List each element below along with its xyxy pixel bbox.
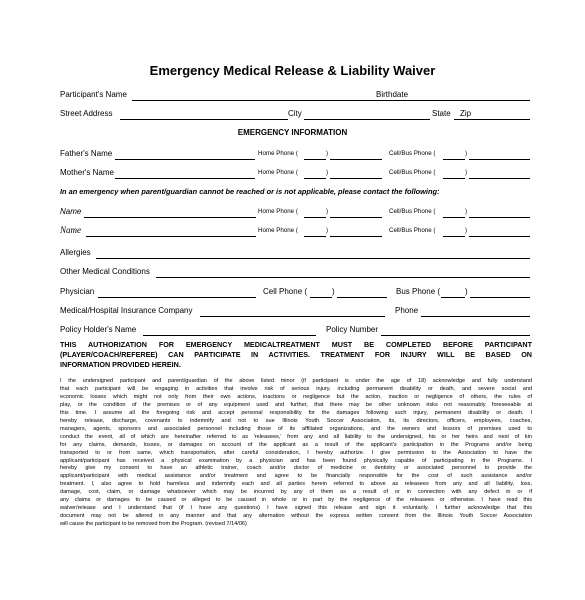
state-label: State: [432, 109, 451, 118]
contact2-home-phone-field[interactable]: [330, 236, 382, 237]
waiver-line: treatment. I, also agree to hold harmless and indemnify each and all parties herein referred to above as releasees from any and all liability, loss,: [60, 481, 532, 488]
waiver-line: conduct the event, all of which are hereinafter referred to as 'releasees,' from any and all liability to the undersigned, his or her heirs and next of kin: [60, 433, 532, 440]
father-home-phone-label: Home Phone (: [258, 150, 298, 157]
contact2-home-area-code[interactable]: [304, 236, 326, 237]
other-conditions-field[interactable]: [156, 277, 530, 278]
waiver-paragraph: [60, 378, 532, 529]
paren-close: ): [326, 169, 329, 176]
zip-label: Zip: [460, 109, 472, 118]
insurance-row: [60, 306, 530, 318]
physician-bus-phone-field[interactable]: [470, 297, 530, 298]
emergency-contact-note: In an emergency when parent/guardian cannot be reached or is not applicable, please contact the following:: [60, 187, 440, 196]
city-label: City: [288, 109, 302, 118]
policy-holder-field[interactable]: [143, 335, 316, 336]
physician-row: [60, 287, 530, 299]
contact1-name-label: Name: [60, 207, 82, 216]
paren-close: ): [465, 169, 468, 176]
mother-cell-phone-label: Cell/Bus Phone (: [389, 169, 436, 176]
paren-close: ): [465, 227, 468, 234]
allergies-field[interactable]: [96, 258, 530, 259]
waiver-line: document may not be altered in any manner and that any alternation without the express written consent from the Illinois Youth Soccer Association: [60, 513, 532, 520]
contact1-home-area-code[interactable]: [304, 217, 326, 218]
contact1-home-phone-label: Home Phone (: [258, 208, 298, 215]
policy-number-label: Policy Number: [326, 325, 379, 334]
waiver-line: economic losses which might not only from their own actions, inactions or negligence but the action, inaction or negligence of others, the rules of: [60, 393, 532, 400]
contact2-cell-area-code[interactable]: [443, 236, 465, 237]
authorization-line: INFORMATION PROVIDED HEREIN.: [60, 360, 181, 370]
insurance-phone-field[interactable]: [421, 316, 530, 317]
father-home-area-code[interactable]: [304, 159, 326, 160]
policy-row: [60, 325, 530, 337]
waiver-line: waiver/release and I understand that (if I have any questions) I have signed this release and sign it voluntarily. I further acknowledge that this: [60, 505, 532, 512]
contact1-cell-area-code[interactable]: [443, 217, 465, 218]
zip-field[interactable]: [472, 119, 530, 120]
waiver-line: that each participant will be engaging in activities that involve risk of serious injury, including permanent disability or death, and severe social and: [60, 385, 532, 392]
birthdate-label: Birthdate: [376, 90, 409, 99]
waiver-line: play, or the condition of the premises or of any equipment used and further, that there may be other unknown risks not reasonably foreseeable at: [60, 401, 532, 408]
waiver-line: managers, agents, sponsors and associated personnel including those of its affiliated organizations, and the owners and lessors of premises used to: [60, 425, 532, 432]
mother-home-phone-field[interactable]: [330, 178, 382, 179]
contact1-name-field[interactable]: [84, 217, 256, 218]
paren-close: ): [465, 150, 468, 157]
physician-bus-phone-label: Bus Phone (: [396, 287, 441, 296]
contact1-row: [60, 207, 530, 219]
waiver-line: transported to or from same, which transportation, after careful consideration, I hereby authorize. I give permission to the Association to have the: [60, 449, 532, 456]
waiver-line: any claims or damages to be caused or alleged to be caused in whole or in part by the negligence of the releasees or otherwise. I have read this: [60, 497, 532, 504]
waiver-line: applicant/participant with medical assistance and/or treatment and agree to be financially responsible for the cost of such assistance and/or: [60, 473, 532, 480]
contact1-home-phone-field[interactable]: [330, 217, 382, 218]
authorization-statement: [60, 340, 532, 371]
mother-home-phone-label: Home Phone (: [258, 169, 298, 176]
father-cell-phone-label: Cell/Bus Phone (: [389, 150, 436, 157]
waiver-line: I the undersigned participant and parent/guardian of the above listed minor (if participant is under the age of 18) acknowledge and fully understand: [60, 378, 532, 384]
participant-name-label: Participant's Name: [60, 90, 127, 99]
other-conditions-row: [60, 267, 530, 279]
contact2-cell-phone-field[interactable]: [469, 236, 530, 237]
authorization-line: (PLAYER/COACH/REFEREE) CAN PARTICIPATE IN ACTIVITIES. TREATMENT FOR INJURY WILL BE BASED ON: [60, 350, 532, 360]
physician-name-field[interactable]: [98, 297, 256, 298]
waiver-line: for any claims, demands, losses, or damages on account of the applicant as a result of the applicant's participation in the Programs and/or being: [60, 441, 532, 448]
waiver-line: hereby give my consent to have an athletic trainer, coach and/or doctor of medicine or dentistry or associated personnel to provide the: [60, 465, 532, 472]
paren-close: ): [465, 287, 468, 296]
birthdate-field[interactable]: [415, 100, 530, 101]
policy-number-field[interactable]: [381, 335, 530, 336]
contact2-name-field[interactable]: [86, 236, 256, 237]
insurance-company-label: Medical/Hospital Insurance Company: [60, 306, 193, 315]
contact2-row: [60, 226, 530, 238]
mother-name-field[interactable]: [115, 178, 255, 179]
father-name-field[interactable]: [115, 159, 255, 160]
other-conditions-label: Other Medical Conditions: [60, 267, 150, 276]
participant-name-field[interactable]: [132, 100, 432, 101]
address-row: [60, 109, 530, 121]
father-cell-phone-field[interactable]: [469, 159, 530, 160]
contact1-cell-phone-field[interactable]: [469, 217, 530, 218]
participant-row: [60, 90, 530, 102]
allergies-label: Allergies: [60, 248, 91, 257]
insurance-company-field[interactable]: [200, 316, 385, 317]
paren-close: ): [326, 208, 329, 215]
city-field[interactable]: [304, 119, 430, 120]
street-address-field[interactable]: [120, 119, 288, 120]
paren-close: ): [465, 208, 468, 215]
contact2-home-phone-label: Home Phone (: [258, 227, 298, 234]
physician-bus-area-code[interactable]: [441, 297, 465, 298]
father-home-phone-field[interactable]: [330, 159, 382, 160]
father-cell-area-code[interactable]: [443, 159, 465, 160]
insurance-phone-label: Phone: [395, 306, 419, 315]
authorization-line: THIS AUTHORIZATION FOR EMERGENCY MEDICALTREATMENT MUST BE COMPLETED BEFORE PARTICIPANT: [60, 340, 532, 349]
waiver-line: applicant/participant has received a physical examination by a physician and has been found physically capable of participating in the Programs. I: [60, 457, 532, 464]
policy-holder-label: Policy Holder's Name: [60, 325, 137, 334]
mother-cell-phone-field[interactable]: [469, 178, 530, 179]
mother-home-area-code[interactable]: [304, 178, 326, 179]
waiver-line: will cause the participant to be removed from the Program. (revised 7/14/06): [60, 521, 247, 528]
mother-cell-area-code[interactable]: [443, 178, 465, 179]
physician-label: Physician: [60, 287, 95, 296]
contact2-cell-phone-label: Cell/Bus Phone (: [389, 227, 436, 234]
contact2-name-label: Name: [60, 225, 81, 235]
mother-name-label: Mother's Name: [60, 168, 114, 177]
form-title: Emergency Medical Release & Liability Waiver: [149, 63, 436, 78]
paren-close: ): [332, 287, 335, 296]
contact1-cell-phone-label: Cell/Bus Phone (: [389, 208, 436, 215]
waiver-line: damage, cost, claim, or damage whatsoever which may be incurred by any of them as a result of or in connection with any defect in or if: [60, 489, 532, 496]
physician-cell-phone-label: Cell Phone (: [263, 287, 308, 296]
emergency-info-heading: EMERGENCY INFORMATION: [237, 128, 348, 137]
paren-close: ): [326, 227, 329, 234]
paren-close: ): [326, 150, 329, 157]
mother-row: [60, 168, 530, 180]
father-row: [60, 149, 530, 161]
father-name-label: Father's Name: [60, 149, 113, 158]
waiver-line: this time. I assume all the foregoing risk and accept personal responsibility for the damages following such injury, permanent disability or death. I: [60, 409, 532, 416]
waiver-line: hereby release, discharge, covenants to indemnify and not to sue Illinois Youth Soccer Association, its, its directors, officers, employees, coaches,: [60, 417, 532, 424]
physician-cell-area-code[interactable]: [310, 297, 332, 298]
allergies-row: [60, 248, 530, 260]
street-address-label: Street Address: [60, 109, 113, 118]
physician-cell-phone-field[interactable]: [337, 297, 387, 298]
